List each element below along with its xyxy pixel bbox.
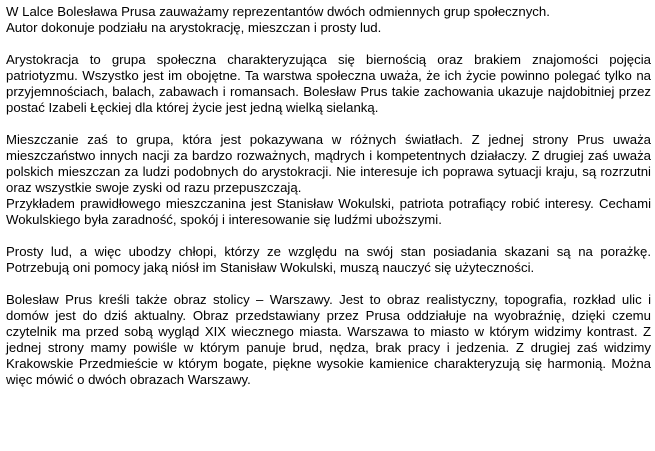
- paragraph-line: Mieszczanie zaś to grupa, która jest pokazywana w różnych światłach. Z jednej strony Prus uważa mieszczaństwo innych nacji za bardzo rozważnych, mądrych i kompetentnych działaczy. Z drugiej zaś uważa polskich mieszczan za ludzi podobnych do arystokracji. Nie interesuje ich poprawa sytuacji kraju, są rozrzutni oraz wszystkie swoje zyski od razu przepuszczają.: [6, 132, 651, 195]
- paragraph-line: Arystokracja to grupa społeczna charakteryzująca się biernością oraz brakiem znajomości pojęcia patriotyzmu. Wszystko jest im obojętne. Ta warstwa społeczna uważa, że ich życie powinno polegać tylko na przyjemnościach, balach, zabawach i romansach. Bolesław Prus takie zachowania ukazuje najdobitniej przez postać Izabeli Łęckiej dla której życie jest jedną wielką sielanką.: [6, 52, 651, 115]
- paragraph-intro: [6, 4, 651, 36]
- paragraph-line: W Lalce Bolesława Prusa zauważamy reprezentantów dwóch odmiennych grup społecznych.: [6, 4, 550, 19]
- paragraph-prosty-lud: [6, 244, 651, 276]
- paragraph-line: Prosty lud, a więc ubodzy chłopi, którzy ze względu na swój stan posiadania skazani są na porażkę. Potrzebują oni pomocy jaką niósł im Stanisław Wokulski, muszą nauczyć się użyteczności.: [6, 244, 651, 275]
- paragraph-line: Autor dokonuje podziału na arystokrację, mieszczan i prosty lud.: [6, 20, 382, 35]
- paragraph-warszawa: [6, 292, 651, 388]
- paragraph-line: Bolesław Prus kreśli także obraz stolicy – Warszawy. Jest to obraz realistyczny, topografia, rozkład ulic i domów jest do dziś aktualny. Obraz przedstawiany przez Prusa oddziałuje na wyobraźnię, dzięki czemu czytelnik ma przed sobą wygląd XIX wiecznego miasta. Warszawa to miasto w którym widzimy kontrast. Z jednej strony mamy powiśle w którym panuje brud, nędza, brak pracy i jedzenia. Z drugiej zaś widzimy Krakowskie Przedmieście w którym bogate, piękne wysokie kamienice charakteryzują się harmonią. Można więc mówić o dwóch obrazach Warszawy.: [6, 292, 651, 387]
- paragraph-mieszczanie: [6, 132, 651, 228]
- paragraph-arystokracja: [6, 52, 651, 116]
- paragraph-line: Przykładem prawidłowego mieszczanina jest Stanisław Wokulski, patriota potrafiący robić interesy. Cechami Wokulskiego była zaradność, spokój i interesowanie się ludźmi uboższymi.: [6, 196, 651, 227]
